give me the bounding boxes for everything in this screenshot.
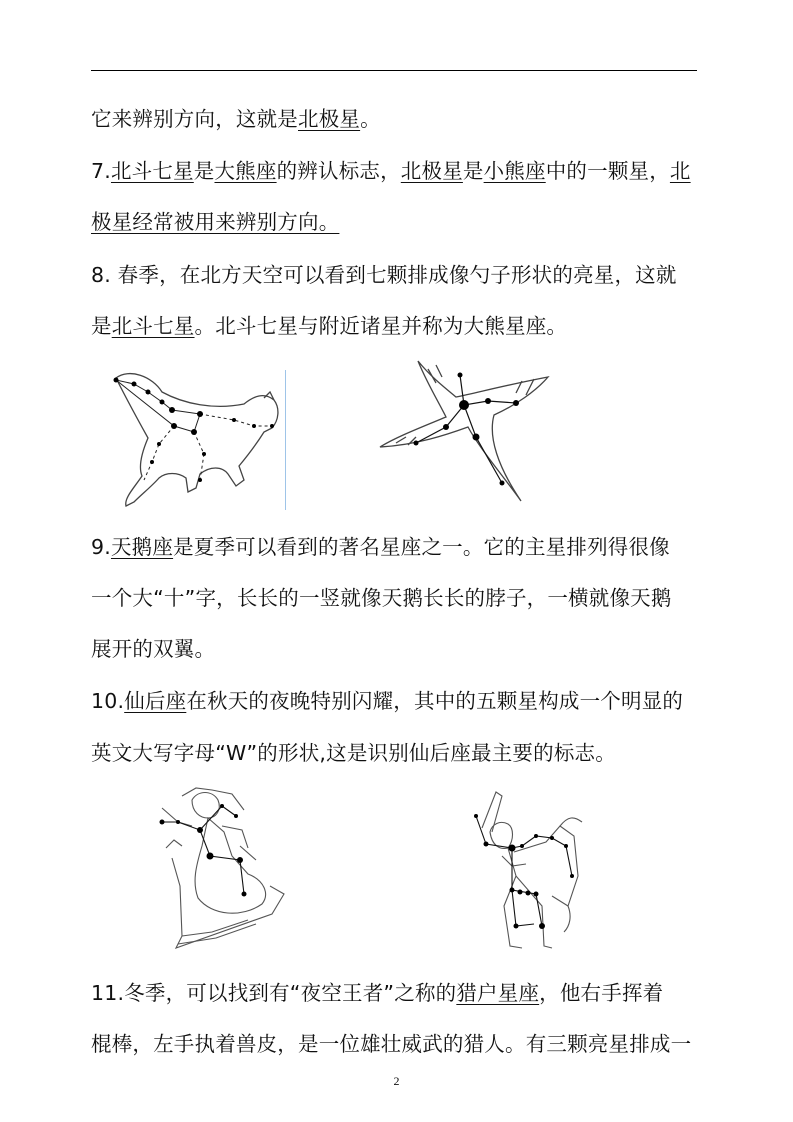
text-segment: 的辨认标志， [276,159,401,183]
text-line [91,980,663,1006]
text-segment: 中的一颗星， [545,159,670,183]
text-segment: 棍棒，左手执着兽皮，是一位雄壮威武的猎人。有三颗亮星排成一 [91,1032,692,1056]
underlined-answer: 北 [669,159,691,183]
underlined-answer: 仙后座 [124,689,187,713]
cygnus-figure [376,357,556,507]
text-line [91,313,567,339]
text-line [91,1031,691,1057]
underlined-answer: 极星经常被用来辨别方向。 [91,210,340,234]
text-segment: 一个大“十”字，长长的一竖就像天鹅长长的脖子，一横就像天鹅 [91,586,672,610]
underlined-answer: 猎户星座 [456,981,540,1005]
page-number: 2 [393,1074,400,1088]
text-line [91,534,670,560]
figure-divider [285,370,286,510]
text-line [91,688,683,714]
text-segment: 是夏季可以看到的著名星座之一。它的主星排列得很像 [173,535,670,559]
underlined-answer: 北斗七星 [110,159,194,183]
text-segment: 展开的双翼。 [91,637,216,661]
text-segment: 是 [462,159,484,183]
underlined-answer: 小熊座 [483,159,546,183]
text-segment: 是 [91,314,112,338]
text-segment: 。 [360,107,381,131]
text-segment: 。北斗七星与附近诸星并称为大熊星座。 [194,314,568,338]
text-line [91,158,691,184]
text-line [91,740,616,766]
text-segment: 11.冬季，可以找到有“夜空王者”之称的 [91,981,457,1005]
text-line [91,585,672,611]
ursa-major-figure [104,362,289,512]
cassiopeia-figure [152,786,297,956]
text-segment: 是 [193,159,215,183]
text-segment: ，他右手挥着 [539,981,664,1005]
underlined-answer: 北极星 [298,107,361,131]
orion-figure [456,786,586,956]
text-line [91,209,339,235]
text-segment: 在秋天的夜晚特别闪耀，其中的五颗星构成一个明显的 [186,689,684,713]
text-line [91,636,215,662]
text-segment: 英文大写字母“W”的形状,这是识别仙后座最主要的标志。 [91,741,616,765]
text-segment: 它来辨别方向，这就是 [91,107,298,131]
text-segment: 10. [91,689,125,713]
underlined-answer: 天鹅座 [110,535,174,559]
text-segment: 7. [91,159,111,183]
underlined-answer: 北极星 [400,159,463,183]
text-line [91,262,677,288]
text-segment: 9. [91,535,111,559]
text-line [91,106,381,132]
text-segment: 8. 春季，在北方天空可以看到七颗排成像勺子形状的亮星，这就 [91,263,677,287]
underlined-answer: 大熊座 [214,159,277,183]
underlined-answer: 北斗七星 [111,314,195,338]
header-rule [91,70,697,71]
